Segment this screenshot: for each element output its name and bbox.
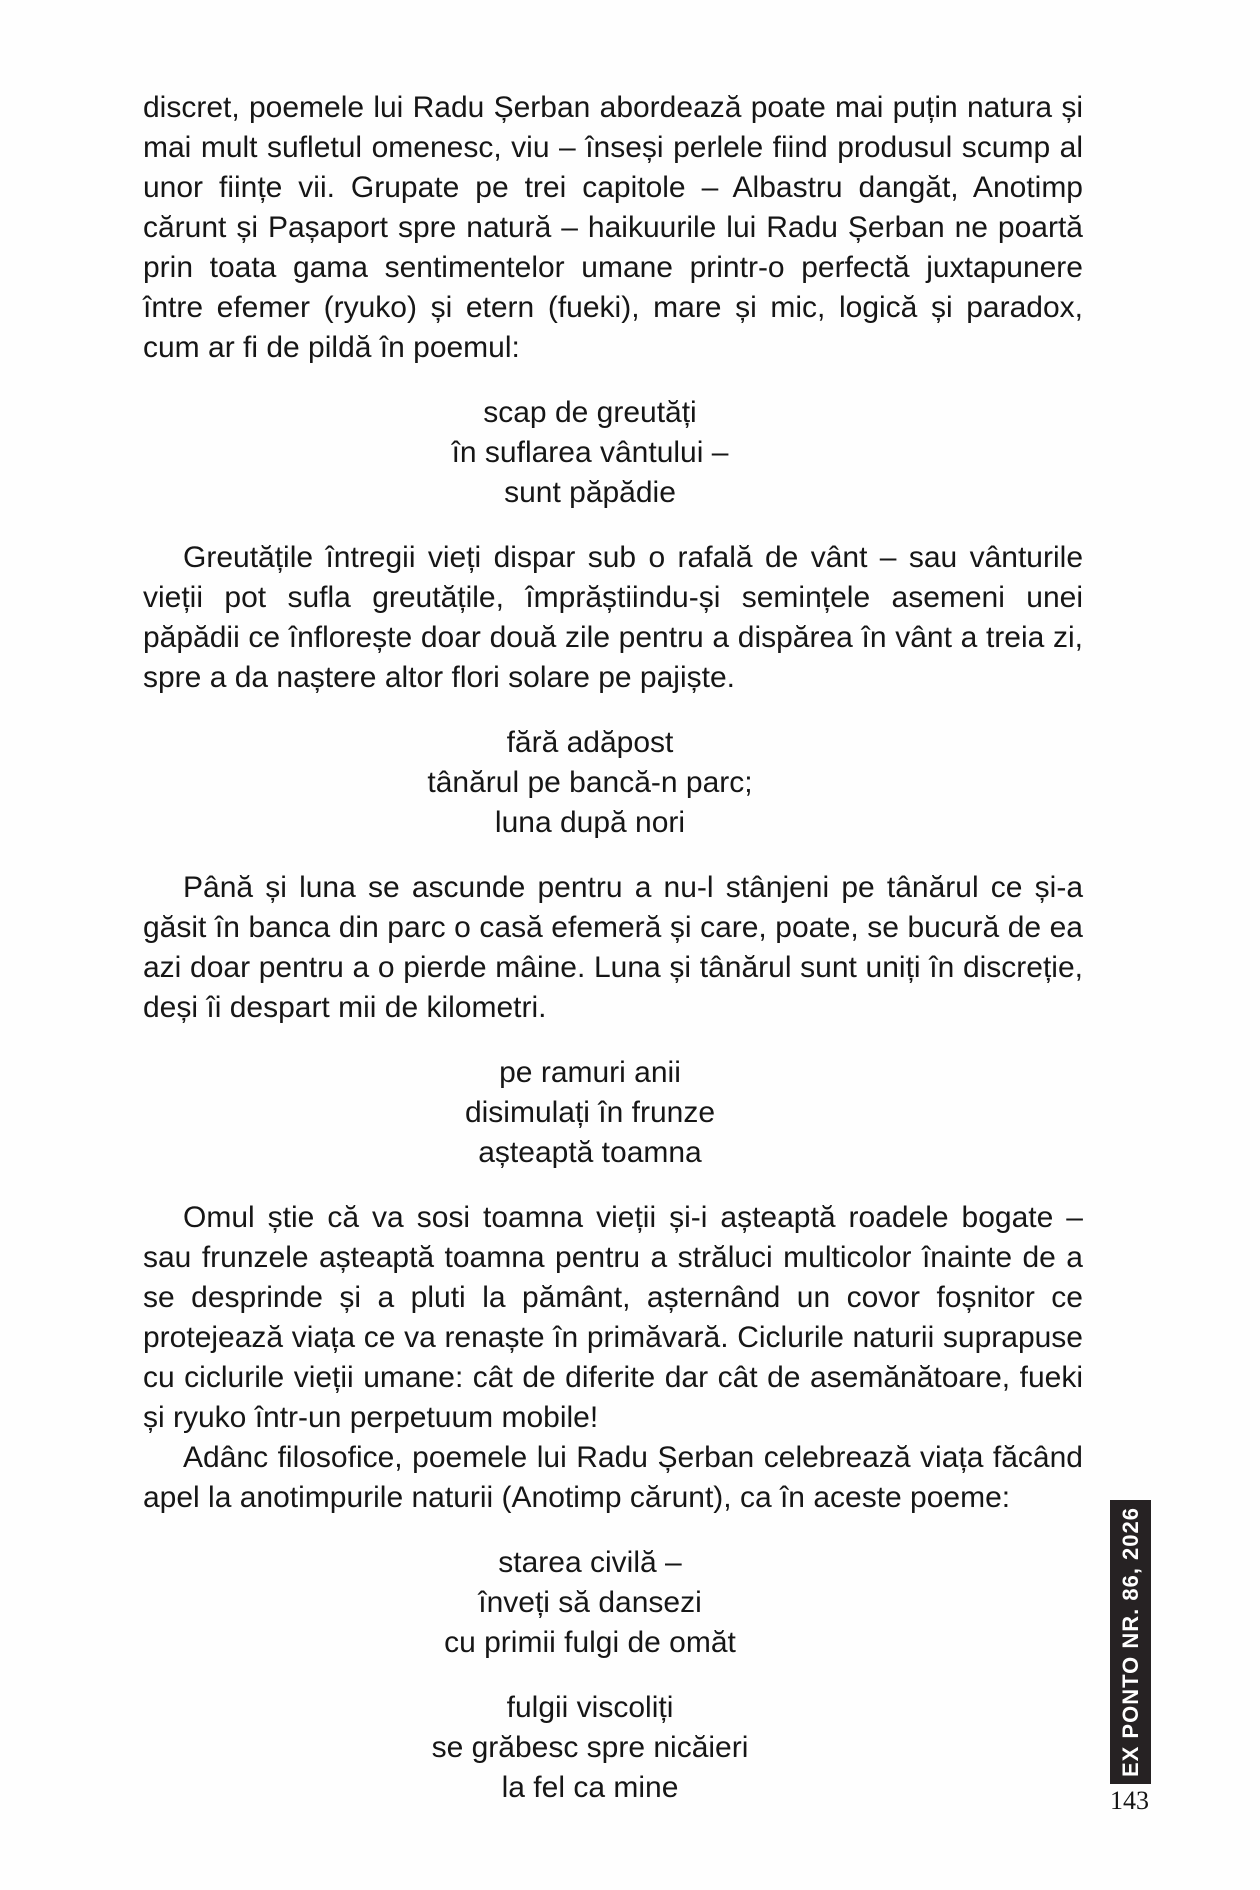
haiku-line: sunt păpădie bbox=[504, 476, 676, 509]
haiku-line: pe ramuri anii bbox=[499, 1056, 681, 1089]
haiku-line: se grăbesc spre nicăieri bbox=[431, 1731, 749, 1764]
page-number: 143 bbox=[1110, 1786, 1149, 1815]
haiku-line: fără adăpost bbox=[506, 726, 674, 759]
haiku-line: fulgii viscoliți bbox=[506, 1691, 674, 1724]
haiku-line: luna după nori bbox=[494, 806, 686, 839]
haiku-line: tânărul pe bancă-n parc; bbox=[427, 766, 753, 799]
haiku-poem bbox=[143, 1688, 1037, 1808]
haiku-poem bbox=[143, 1053, 1037, 1173]
haiku-poem bbox=[143, 723, 1037, 843]
journal-sidebar-label: EX PONTO NR. 86, 2026 bbox=[1117, 1506, 1143, 1778]
body-paragraph: Adânc filosofice, poemele lui Radu Șerban celebrează viața făcând apel la anotimpurile naturii (Anotimp cărunt), ca în aceste poeme: bbox=[143, 1441, 1083, 1514]
haiku-line: în suflarea vântului – bbox=[451, 436, 729, 469]
haiku-line: scap de greutăți bbox=[483, 396, 697, 429]
body-paragraph: Greutățile întregii vieți dispar sub o rafală de vânt – sau vânturile vieții pot sufla greutățile, împrăștiindu-și semințele asemeni unei păpădii ce înflorește doar două zile pentru a dispărea în vânt a treia zi, spre a da naștere altor flori solare pe pajiște. bbox=[143, 541, 1083, 694]
body-paragraph: Omul știe că va sosi toamna vieții și-i așteaptă roadele bogate – sau frunzele așteaptă toamna pentru a străluci multicolor înainte de a se desprinde și a pluti la pământ, așternând un covor foșnitor ce protejează viața ce va renaște în primăvară. Ciclurile naturii suprapuse cu ciclurile vieții umane: cât de diferite dar cât de asemănătoare, fueki și ryuko într-un perpetuum mobile! bbox=[143, 1201, 1083, 1434]
text-column bbox=[143, 88, 1083, 1833]
journal-sidebar-bar bbox=[1110, 1500, 1151, 1784]
haiku-line: așteaptă toamna bbox=[478, 1136, 702, 1169]
haiku-poem bbox=[143, 1543, 1037, 1663]
haiku-poem bbox=[143, 393, 1037, 513]
haiku-line: disimulați în frunze bbox=[464, 1096, 716, 1129]
haiku-line: starea civilă – bbox=[498, 1546, 682, 1579]
body-paragraph: discret, poemele lui Radu Șerban abordează poate mai puțin natura și mai mult sufletul omenesc, viu – înseși perlele fiind produsul scump al unor ființe vii. Grupate pe trei capitole – Albastru dangăt, Anotimp cărunt și Pașaport spre natură – haikuurile lui Radu Șerban ne poartă prin toata gama sentimentelor umane printr-o perfectă juxtapunere între efemer (ryuko) și etern (fueki), mare și mic, logică și paradox, cum ar fi de pildă în poemul: bbox=[143, 91, 1083, 364]
haiku-line: la fel ca mine bbox=[501, 1771, 679, 1804]
haiku-line: înveți să dansezi bbox=[478, 1586, 702, 1619]
haiku-line: cu primii fulgi de omăt bbox=[444, 1626, 736, 1659]
body-paragraph: Până și luna se ascunde pentru a nu-l stânjeni pe tânărul ce și-a găsit în banca din parc o casă efemeră și care, poate, se bucură de ea azi doar pentru a o pierde mâine. Luna și tânărul sunt uniți în discreție, deși îi despart mii de kilometri. bbox=[143, 871, 1083, 1024]
